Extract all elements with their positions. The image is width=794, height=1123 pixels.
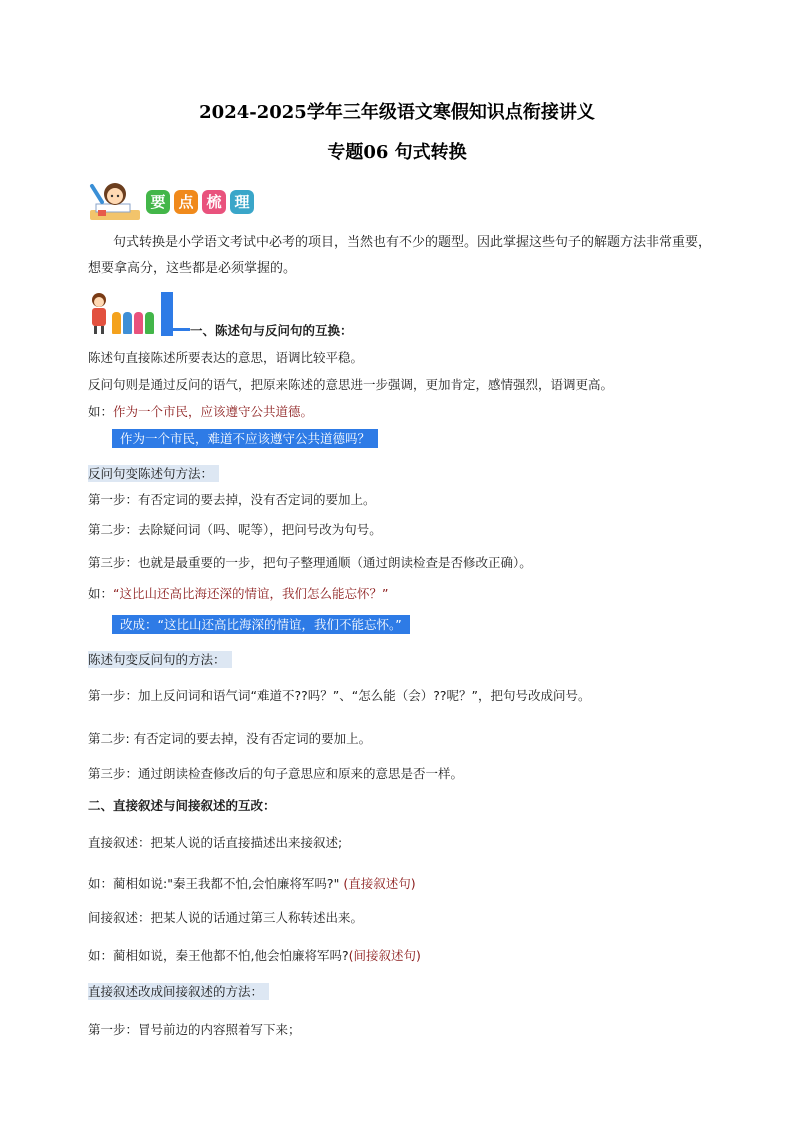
intro-paragraph: 句式转换是小学语文考试中必考的项目，当然也有不少的题型。因此掌握这些句子的解题方法非常重要，想要拿高分，这些都是必须掌握的。 xyxy=(88,235,712,276)
method1-step-1: 第一步：有否定词的要去掉，没有否定词的要加上。 xyxy=(88,492,376,507)
method1-step-2: 第二步：去除疑问词（吗、呢等），把问号改为句号。 xyxy=(88,522,382,537)
example-1-prefix: 如： xyxy=(88,404,114,419)
method2-title xyxy=(88,652,232,668)
indirect-speech-definition: 间接叙述：把某人说的话通过第三人称转述出来。 xyxy=(88,910,364,925)
student-reading-icon xyxy=(88,180,144,224)
example-2-prefix: 如： xyxy=(88,586,114,601)
example-2-answer-text: 改成：“这比山还高比海深的情谊，我们不能忘怀。” xyxy=(112,615,410,634)
direct-speech-tag: (直接叙述句) xyxy=(343,876,416,891)
method1-title-text: 反问句变陈述句方法： xyxy=(88,465,219,482)
indirect-speech-example xyxy=(88,948,421,964)
indirect-speech-tag: (间接叙述句) xyxy=(348,948,421,963)
direct-speech-example-text: 如：蔺相如说:"秦王我都不怕,会怕廉将军吗?" xyxy=(88,876,340,891)
example-1-answer-text: 作为一个市民，难道不应该遵守公共道德吗？ xyxy=(112,429,378,448)
section2-step-1: 第一步：冒号前边的内容照着写下来； xyxy=(88,1022,301,1037)
example-2-answer xyxy=(112,617,410,633)
document-title: 2024-2025学年三年级语文寒假知识点衔接讲义 xyxy=(199,102,595,123)
statement-definition: 陈述句直接陈述所要表达的意思，语调比较平稳。 xyxy=(88,350,364,365)
section2-heading: 二、直接叙述与间接叙述的互改： xyxy=(88,798,276,813)
example-2 xyxy=(88,586,388,602)
method1-title xyxy=(88,466,219,482)
rhetorical-definition: 反问句则是通过反问的语气，把原来陈述的意思进一步强调，更加肯定，感情强烈，语调更高。 xyxy=(88,377,614,392)
example-1-sentence: 作为一个市民，应该遵守公共道德。 xyxy=(113,404,314,419)
document-subtitle: 专题06 句式转换 xyxy=(327,142,467,163)
key-points-banner xyxy=(88,180,278,224)
direct-speech-definition: 直接叙述：把某人说的话直接描述出来接叙述; xyxy=(88,835,343,850)
method2-step-1: 第一步：加上反问词和语气词“难道不??吗？”、“怎么能（会）??呢？”，把句号改成问号。 xyxy=(88,688,591,703)
badge-char-4: 理 xyxy=(230,190,254,214)
section2-method-title-text: 直接叙述改成间接叙述的方法： xyxy=(88,983,269,1000)
section-marker-arrow-icon xyxy=(172,328,190,331)
badge-char-3: 梳 xyxy=(202,190,226,214)
example-1 xyxy=(88,404,313,420)
method2-step-2: 第二步: 有否定词的要去掉，没有否定词的要加上。 xyxy=(88,731,372,746)
teacher-icon xyxy=(88,292,110,334)
badge-char-1: 要 xyxy=(146,190,170,214)
section2-method-title xyxy=(88,984,269,1000)
indirect-speech-example-text: 如：蔺相如说，秦王他都不怕,他会怕廉将军吗? xyxy=(88,948,349,963)
example-2-sentence: “这比山还高比海还深的情谊，我们怎么能忘怀？” xyxy=(113,586,389,601)
direct-speech-example xyxy=(88,876,416,892)
badge-char-2: 点 xyxy=(174,190,198,214)
example-1-answer xyxy=(112,431,378,447)
teacher-kids-illustration xyxy=(88,292,160,334)
method2-title-text: 陈述句变反问句的方法： xyxy=(88,651,232,668)
method2-step-3: 第三步：通过朗读检查修改后的句子意思应和原来的意思是否一样。 xyxy=(88,766,464,781)
section1-heading: 一、陈述句与反问句的互换： xyxy=(190,323,353,338)
method1-step-3: 第三步：也就是最重要的一步，把句子整理通顺（通过朗读检查是否修改正确）。 xyxy=(88,555,532,570)
